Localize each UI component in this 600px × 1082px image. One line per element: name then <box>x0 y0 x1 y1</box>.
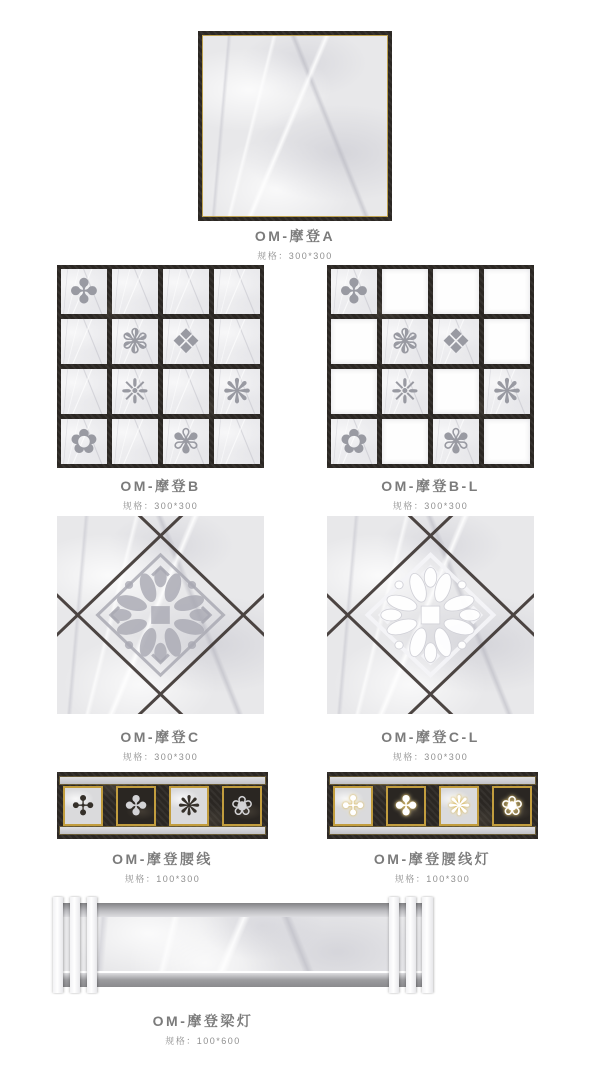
product-modern-c-l <box>327 516 534 763</box>
beam-pillar <box>422 897 433 993</box>
product-modern-b-l <box>327 265 534 512</box>
ornament-rosette-icon: ❋ <box>492 371 522 412</box>
tile-image-modern-c-l <box>327 516 534 714</box>
ornament-cross-icon: ❖ <box>170 321 202 362</box>
mosaic-cell-backlit <box>484 269 530 314</box>
tile-image-modern-a <box>198 31 392 221</box>
mosaic-cell <box>112 419 158 464</box>
mosaic-cell <box>214 369 260 414</box>
beam-pillar <box>70 897 80 993</box>
product-spec: 规格：300*300 <box>392 752 469 762</box>
mosaic-cell <box>484 369 530 414</box>
ornament-cross-icon: ❖ <box>440 321 472 362</box>
ornament-flower-icon: ✾ <box>171 421 201 462</box>
ornament-fleur-icon: ✤ <box>69 271 99 312</box>
mosaic-cell <box>214 319 260 364</box>
quatrefoil-ornament-icon: ✤ <box>124 790 148 822</box>
product-caption <box>327 476 534 512</box>
diamond-ornament-backlit-graphic <box>327 516 534 714</box>
marble-strip <box>60 777 265 784</box>
mosaic-cell <box>112 319 158 364</box>
medallion-row <box>333 786 532 826</box>
mosaic-cell <box>214 269 260 314</box>
mosaic-cell <box>163 369 209 414</box>
medallion-backlit <box>492 786 532 826</box>
marble-strip <box>60 827 265 834</box>
ornament-pinwheel-icon: ❈ <box>120 371 150 412</box>
mosaic-cell <box>433 419 479 464</box>
medallion-backlit <box>333 786 373 826</box>
beam-shading-band <box>59 903 427 917</box>
ornament-rosette-icon: ❋ <box>222 371 252 412</box>
product-name: OM-摩登梁灯 <box>152 1013 254 1029</box>
mosaic-cell <box>112 369 158 414</box>
mosaic-cell <box>61 319 107 364</box>
product-name: OM-摩登B-L <box>381 478 480 494</box>
quatrefoil-ornament-icon: ✤ <box>394 790 418 822</box>
marble-surface <box>53 917 433 971</box>
product-caption <box>57 727 264 763</box>
dot-flower-ornament-icon: ❀ <box>500 790 524 822</box>
mosaic-cell <box>61 419 107 464</box>
product-modern-beam-light <box>53 901 433 1047</box>
product-caption <box>327 727 534 763</box>
marble-strip <box>330 827 535 834</box>
mosaic-cell <box>382 369 428 414</box>
beam-pillar <box>87 897 97 993</box>
product-name: OM-摩登B <box>120 478 201 494</box>
product-name: OM-摩登腰线 <box>112 851 213 867</box>
product-name: OM-摩登C-L <box>381 729 480 745</box>
mosaic-cell-backlit <box>331 369 377 414</box>
tile-image-modern-c <box>57 516 264 714</box>
ornament-scroll-icon: ❃ <box>390 321 420 362</box>
ornament-pinwheel-icon: ❈ <box>390 371 420 412</box>
mosaic-cell <box>214 419 260 464</box>
dot-flower-ornament-icon: ❀ <box>230 790 254 822</box>
tile-image-waistline <box>57 772 268 839</box>
mosaic-cell-backlit <box>484 319 530 364</box>
medallion <box>169 786 209 826</box>
diamond-ornament-graphic <box>57 516 264 714</box>
mosaic-cell <box>61 369 107 414</box>
beam-pillar <box>406 897 416 993</box>
tile-image-modern-b <box>57 265 264 468</box>
mosaic-cell-backlit <box>433 269 479 314</box>
medallion-row <box>63 786 262 826</box>
medallion <box>222 786 262 826</box>
star-flower-ornament-icon: ❋ <box>447 790 471 822</box>
product-modern-c <box>57 516 264 763</box>
product-spec: 规格：300*300 <box>122 752 199 762</box>
mosaic-cell-backlit <box>382 269 428 314</box>
product-spec: 规格：300*300 <box>257 251 333 261</box>
marble-strip <box>330 777 535 784</box>
ornament-fleur-icon: ✤ <box>339 271 369 312</box>
gold-border-line <box>202 35 388 217</box>
product-caption <box>57 476 264 512</box>
product-spec: 规格：300*300 <box>392 501 469 511</box>
star-flower-ornament-icon: ❋ <box>177 790 201 822</box>
beam-pillar <box>53 897 63 993</box>
medallion-backlit <box>386 786 426 826</box>
ornament-scroll-icon: ❃ <box>120 321 150 362</box>
product-name: OM-摩登腰线灯 <box>373 851 492 867</box>
beam-shading-band <box>59 973 427 987</box>
medallion <box>116 786 156 826</box>
ornament-petal-icon: ✿ <box>339 421 369 462</box>
scroll-ornament-icon: ✣ <box>341 790 365 822</box>
medallion-backlit <box>439 786 479 826</box>
mosaic-cell <box>331 269 377 314</box>
mosaic-cell-backlit <box>484 419 530 464</box>
mosaic-cell-backlit <box>433 369 479 414</box>
mosaic-cell-backlit <box>331 319 377 364</box>
product-modern-waistline-light <box>327 772 538 885</box>
product-spec: 规格：100*300 <box>394 874 471 884</box>
scroll-ornament-icon: ✣ <box>71 790 95 822</box>
mosaic-cell-backlit <box>382 419 428 464</box>
mosaic-cell <box>382 319 428 364</box>
product-caption <box>57 849 268 885</box>
mosaic-cell <box>163 319 209 364</box>
marble-surface <box>203 36 387 216</box>
product-caption <box>198 226 392 262</box>
mosaic-cell <box>163 419 209 464</box>
product-name: OM-摩登A <box>254 228 336 244</box>
ornament-petal-icon: ✿ <box>69 421 99 462</box>
product-spec: 规格：100*300 <box>124 874 201 884</box>
product-caption <box>327 849 538 885</box>
product-modern-b <box>57 265 264 512</box>
mosaic-cell <box>331 419 377 464</box>
tile-image-beam-light <box>53 901 433 989</box>
product-spec: 规格：100*600 <box>165 1036 241 1046</box>
mosaic-cell <box>61 269 107 314</box>
mosaic-cell <box>112 269 158 314</box>
medallion <box>63 786 103 826</box>
product-caption <box>53 1011 353 1047</box>
beam-pillar <box>389 897 399 993</box>
product-name: OM-摩登C <box>120 729 201 745</box>
mosaic-cell <box>433 319 479 364</box>
tile-image-waistline-light <box>327 772 538 839</box>
tile-image-modern-b-l <box>327 265 534 468</box>
product-spec: 规格：300*300 <box>122 501 199 511</box>
product-modern-a <box>198 31 392 262</box>
mosaic-cell <box>163 269 209 314</box>
product-modern-waistline <box>57 772 268 885</box>
ornament-flower-icon: ✾ <box>441 421 471 462</box>
